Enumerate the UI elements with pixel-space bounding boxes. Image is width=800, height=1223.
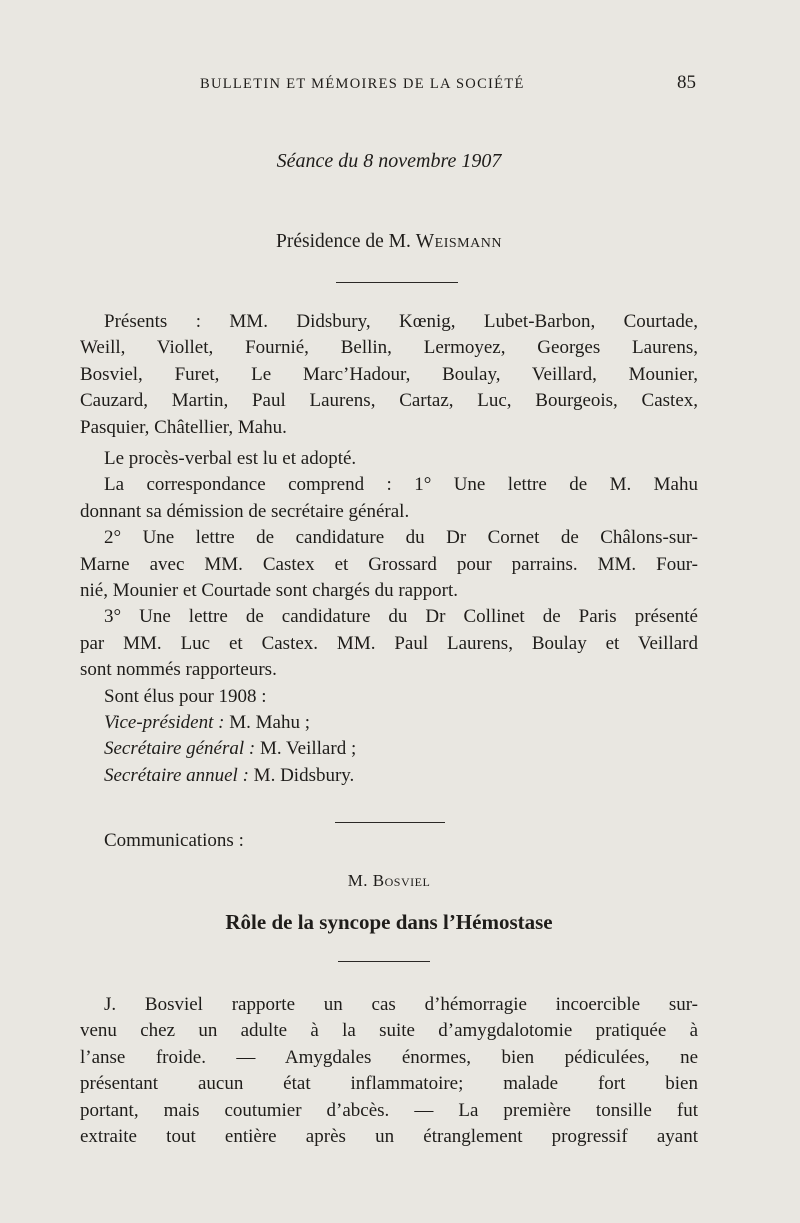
person-name: M. Didsbury. — [248, 764, 355, 786]
attendance-line: Bosviel, Furet, Le Marc’Hadour, Boulay, Veillard, Mounier, — [80, 363, 698, 385]
article-line: portant, mais coutumier d’abcès. — La première tonsille fut — [80, 1099, 698, 1121]
candidacy-line: 2° Une lettre de candidature du Dr Cornet de Châlons-sur- — [104, 527, 698, 549]
attendance-line: Cauzard, Martin, Paul Laurens, Cartaz, Luc, Bourgeois, Castex, — [80, 390, 698, 412]
role-label: Vice-président : — [104, 711, 225, 733]
communications-label-block — [80, 828, 698, 854]
attendance-line: Pasquier, Châtellier, Mahu. — [80, 416, 287, 438]
candidacy-line: 3° Une lettre de candidature du Dr Collinet de Paris présenté — [104, 606, 698, 628]
candidacy-line: sont nommés rapporteurs. — [80, 659, 277, 681]
elected-general-secretary — [80, 736, 698, 762]
candidacy-line: par MM. Luc et Castex. MM. Paul Laurens, Boulay et Veillard — [80, 632, 698, 654]
communications-label: Communications : — [104, 830, 244, 851]
page-number: 85 — [677, 72, 696, 93]
elected-annual-secretary — [80, 763, 698, 789]
divider-rule — [336, 282, 458, 283]
role-label: Secrétaire général : — [104, 738, 256, 760]
divider-rule — [338, 961, 430, 962]
role-label: Secrétaire annuel : — [104, 764, 249, 786]
minutes-block — [80, 446, 698, 789]
article-author: M. Bosviel — [347, 871, 431, 890]
person-name: M. Veillard ; — [255, 738, 357, 760]
article-line: extraite tout entière après un étranglement progressif ayant — [80, 1125, 698, 1147]
running-head: BULLETIN ET MÉMOIRES DE LA SOCIÉTÉ — [200, 76, 525, 92]
correspondence-line: donnant sa démission de secrétaire général. — [80, 500, 410, 522]
session-title: Séance du 8 novembre 1907 — [276, 150, 502, 172]
presidency-prefix: Présidence de M. — [276, 231, 416, 252]
person-name: M. Mahu ; — [224, 711, 310, 733]
article-line: l’anse froide. — Amygdales énormes, bien pédiculées, ne — [80, 1046, 698, 1068]
article-line: présentant aucun état inflammatoire; malade fort bien — [80, 1073, 698, 1095]
candidacy-line: Marne avec MM. Castex et Grossard pour parrains. MM. Four- — [80, 553, 698, 575]
article-body — [80, 992, 698, 1150]
candidacy-line: nié, Mounier et Courtade sont chargés du rapport. — [80, 579, 458, 601]
minutes-adopted: Le procès-verbal est lu et adopté. — [104, 448, 357, 469]
presidency-line — [80, 231, 698, 253]
elected-vice-president — [80, 710, 698, 736]
president-name: Weismann — [415, 231, 502, 252]
attendance-line: Weill, Viollet, Fournié, Bellin, Lermoyez, Georges Laurens, — [80, 337, 698, 359]
article-title: Rôle de la syncope dans l’Hémostase — [225, 910, 553, 934]
divider-rule — [335, 822, 445, 823]
elected-intro: Sont élus pour 1908 : — [104, 685, 267, 707]
correspondence-line: La correspondance comprend : 1° Une lettre de M. Mahu — [104, 474, 698, 496]
article-line: venu chez un adulte à la suite d’amygdalotomie pratiquée à — [80, 1020, 698, 1042]
attendance-paragraph — [80, 309, 698, 441]
attendance-line: Présents : MM. Didsbury, Kœnig, Lubet-Barbon, Courtade, — [104, 311, 698, 332]
article-line: J. Bosviel rapporte un cas d’hémorragie incoercible sur- — [104, 994, 698, 1015]
